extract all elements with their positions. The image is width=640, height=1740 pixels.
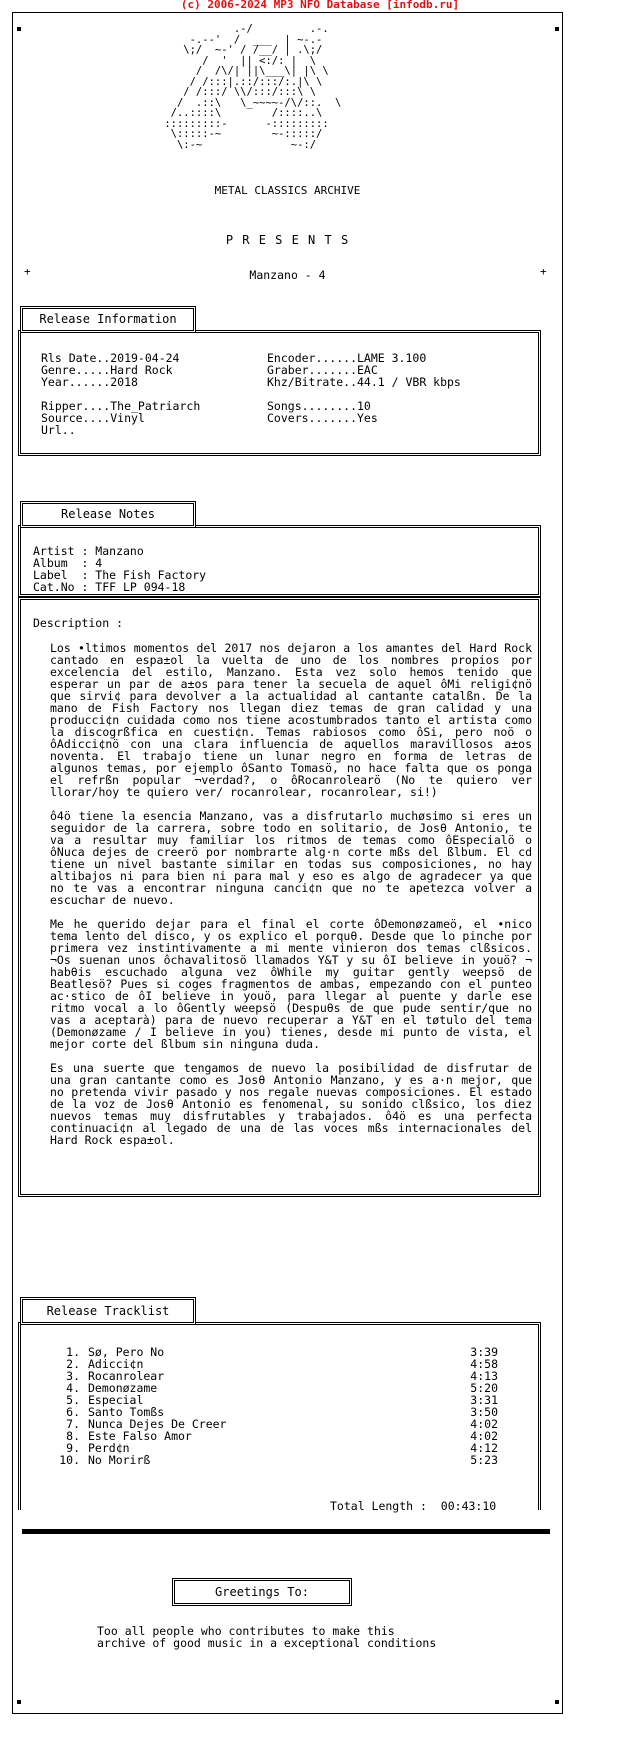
description-text [50,642,532,1158]
logo-caption: METAL CLASSICS ARCHIVE [214,184,361,197]
track-length: 4:12 [470,1441,498,1455]
track-title: Demonøzame [88,1381,158,1395]
track-length: 5:23 [470,1453,498,1467]
track-length: 4:58 [470,1357,498,1371]
track-length: 4:02 [470,1429,498,1443]
track-length: 4:13 [470,1369,498,1383]
track-number: 6. [66,1405,80,1419]
track-length: 4:02 [470,1417,498,1431]
track-length: 5:20 [470,1381,498,1395]
ascii-logo: .-/ .-. -.--' / ___ | ~-.- \;/ ~-' / /__/ | .\;/ / ' || <:/: | \ / /\/| ||\___\| |\ \ / /:::|.::/:::/:.|\ \ / /:::/ \\/:::/:::\ \ / .::\ \_~~~~-/\/::. \ /..::::\ /::::..\ :::::::::- -::::::::: \:::::-~ ~-:::::/ \:-~ ~-:/ [164,23,342,151]
track-number: 1. [66,1345,80,1359]
track-row [50,1454,498,1466]
track-number: 2. [66,1357,80,1371]
description-paragraph: ô4ö tiene la esencia Manzano, vas a disfrutarlo muchøsimo si eres un seguidor de la carrera, sobre todo en solitario, de Josθ Antonio, te va a resultar muy familiar los ritmos de temas como ôEspecialö o ôNuca dejes de creerö por nombrarte alg·n corte mßs del ßlbum. El cd tiene un nivel bastante similar en todas sus composiciones, no hay altibajos ni para bien ni para mal y eso es algo de agradecer ya que no te vas a encontrar ninguna canci¢n que no te apetezca volver a escuchar de nuevo. [50,809,532,907]
corner-bullet [17,27,21,31]
track-number: 4. [66,1381,80,1395]
track-title: Perd¢n [88,1441,130,1455]
track-length: 3:50 [470,1405,498,1419]
description-paragraph: Me he querido dejar para el final el corte ôDemonøzameö, el •nico tema lento del disco, y os explico el porquθ. Desde que lo pinche por primera vez instintivamente a mi mente vinieron dos temas clßsicos. ¬Os suenan unos ôchavalitosö llamados Y&T y su ôI believe in youö? ¬ habθis escuchado alguna vez ôWhile my guitar gently weepsö de Beatlesö? Pues si coges fragmentos de ambas, empezando con el punteo ac·stico de ôI believe in youö, para llegar al puente y darle ese ritmo vocal a lo ôGently weepsö (Despuθs de que pude sentir/que no vas a aceptarà) para de nuevo recuperar a Y&T en el tøtulo del tema (Demonøzame / I believe in you) tienes, desde mi punto de vista, el mejor corte del ßlbum sin ninguna duda. [50,917,532,1051]
plus-marker: + [540,265,547,278]
track-number: 3. [66,1369,80,1383]
track-title: Nunca Dejes De Creer [88,1417,227,1431]
track-title: No Morirß [88,1453,151,1467]
greetings-tab: Greetings To: [172,1578,352,1606]
release-info-right: Encoder......LAME 3.100 Graber.......EAC Khz/Bitrate..44.1 / VBR kbps Songs........10 Covers.......Yes [267,351,461,425]
section-divider [22,1529,550,1534]
track-title: Adicci¢n [88,1357,144,1371]
track-number: 8. [66,1429,80,1443]
track-number: 10. [59,1453,80,1467]
track-title: Especial [88,1393,144,1407]
description-paragraph: Los •ltimos momentos del 2017 nos dejaron a los amantes del Hard Rock cantado en espa±ol la vuelta de uno de los nombres propios por excelencia del estilo, Manzano. Esta vez solo hemos tenido que esperar un par de a±os para tener la secuela de aquel ôMi religi¢nö que sirvi¢ para devolver a la actualidad al cantante catalßn. De la mano de Fish Factory nos llegan diez temas de gran calidad y una producci¢n cuidada como nos tiene acostumbrados tanto el artista como la discogrßfica en cuesti¢n. Temas rabiosos como ôSi, pero noö o ôAdicci¢nö con una clara influencia de aquellos maravillosos a±os noventa. El trabajo tiene un lunar negro en forma de letras de algunos temas, por ejemplo ôSanto Tomasö, no hace falta que os ponga el refrßn popular ¬verdad?, o ôRocanrolearö (No te quiero ver llorar/hoy te quiero ver/ rocanrolear, rocanrolear, si!) [50,641,532,799]
corner-bullet [17,1700,21,1704]
track-title: Sø, Pero No [88,1345,165,1359]
corner-bullet [555,1700,559,1704]
tracklist [50,1346,498,1466]
track-length: 3:31 [470,1393,498,1407]
presents-heading: P R E S E N T S [225,233,350,247]
track-title: Este Falso Amor [88,1429,192,1443]
track-length: 3:39 [470,1345,498,1359]
total-length-label: Total Length : [330,1499,427,1513]
plus-marker: + [24,265,31,278]
nfodb-credit: (c) 2006-2024 MP3 NFO Database [infodb.ru] [180,0,460,11]
track-number: 5. [66,1393,80,1407]
track-number: 9. [66,1441,80,1455]
total-length-value: 00:43:10 [440,1499,497,1513]
release-info-left: Rls Date..2019-04-24 Genre.....Hard Rock Year......2018 Ripper....The_Patriarch Source....Vinyl Url.. [41,351,201,437]
release-title: Manzano - 4 [249,268,326,282]
description-label: Description : [33,616,124,630]
track-number: 7. [66,1417,80,1431]
release-notes-tab: Release Notes [20,501,196,528]
corner-bullet [555,27,559,31]
greetings-text: Too all people who contributes to make this archive of good music in a exceptional conditions [97,1624,437,1650]
description-paragraph: Es una suerte que tengamos de nuevo la posibilidad de disfrutar de una gran cantante como es Josθ Antonio Manzano, y es a·n mejor, que no pretenda vivir pasado y nos regale nuevas composiciones. El estado de la voz de Josθ Antonio es fenomenal, su sonido clßsico, los diez nuevos temas muy disfrutables y trabajados. ô4ö es una perfecta continuaci¢n al legado de una de las voces mßs internacionales del Hard Rock espa±ol. [50,1061,532,1147]
track-title: Rocanrolear [88,1369,165,1383]
tracklist-tab: Release Tracklist [20,1297,196,1325]
release-notes-meta: Artist : Manzano Album : 4 Label : The Fish Factory Cat.No : TFF LP 094-18 [33,544,207,594]
release-info-tab: Release Information [20,306,196,333]
total-length [330,1499,496,1513]
track-title: Santo Tomßs [88,1405,165,1419]
